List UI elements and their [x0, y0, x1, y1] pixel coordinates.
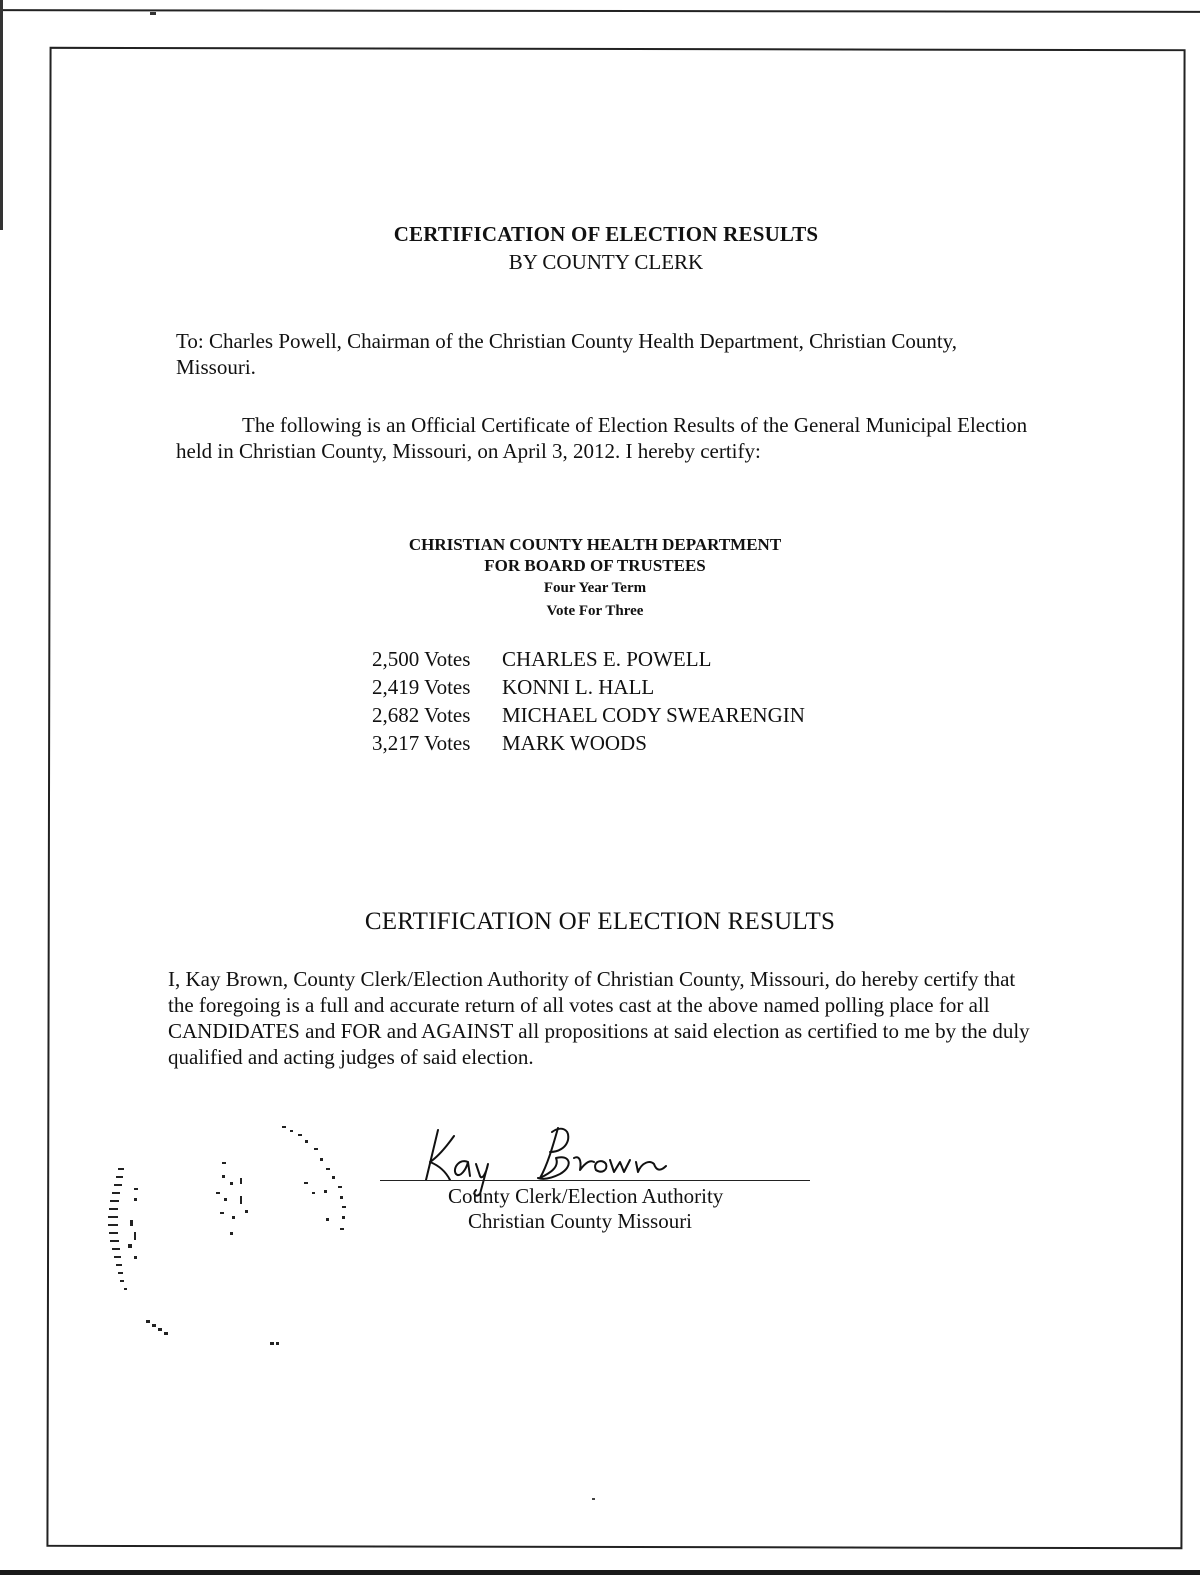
result-row [372, 645, 805, 673]
result-votes: 2,682 Votes [372, 703, 471, 727]
scan-edge-top [0, 9, 1200, 13]
intro-paragraph: The following is an Official Certificate of Election Results of the General Municipal Election held in Christian County, Missouri, on April 3, 2012. I hereby certify: [176, 413, 1028, 463]
result-candidate: MICHAEL CODY SWEARENGIN [502, 703, 805, 727]
result-candidate: KONNI L. HALL [502, 675, 655, 699]
scan-edge-left [0, 0, 3, 230]
addressee-line: To: Charles Powell, Chairman of the Christian County Health Department, Christian County, Missouri. [176, 329, 958, 379]
result-votes: 3,217 Votes [372, 731, 471, 755]
contest-term: Four Year Term [543, 580, 647, 596]
scan-speck [592, 1498, 595, 1500]
scan-edge-bottom [0, 1570, 1200, 1575]
result-row [372, 729, 805, 757]
signer-title: County Clerk/Election Authority [448, 1184, 724, 1208]
document-title: CERTIFICATION OF ELECTION RESULTS [393, 222, 819, 246]
result-candidate: CHARLES E. POWELL [502, 647, 712, 671]
result-votes: 2,419 Votes [372, 675, 471, 699]
result-row [372, 701, 805, 729]
result-candidate: MARK WOODS [502, 731, 647, 755]
county-seal-impression [100, 1120, 380, 1360]
certification-heading: CERTIFICATION OF ELECTION RESULTS [364, 908, 836, 935]
scan-mark [150, 12, 156, 15]
document-subtitle: BY COUNTY CLERK [508, 250, 704, 274]
signer-county: Christian County Missouri [468, 1209, 693, 1233]
result-row [372, 673, 805, 701]
contest-name: CHRISTIAN COUNTY HEALTH DEPARTMENT [408, 535, 782, 554]
results-list [372, 645, 805, 757]
signature-line [380, 1180, 810, 1181]
contest-vote-for: Vote For Three [546, 603, 644, 619]
result-votes: 2,500 Votes [372, 647, 471, 671]
certification-body: I, Kay Brown, County Clerk/Election Authority of Christian County, Missouri, do hereby certify that the foregoing is a full and accurate return of all votes cast at the above named polling place for all CANDIDATES and FOR and AGAINST all propositions at said election as certified to me by the duly qualified and acting judges of said election. [168, 967, 1030, 1069]
contest-board: FOR BOARD OF TRUSTEES [484, 556, 706, 575]
